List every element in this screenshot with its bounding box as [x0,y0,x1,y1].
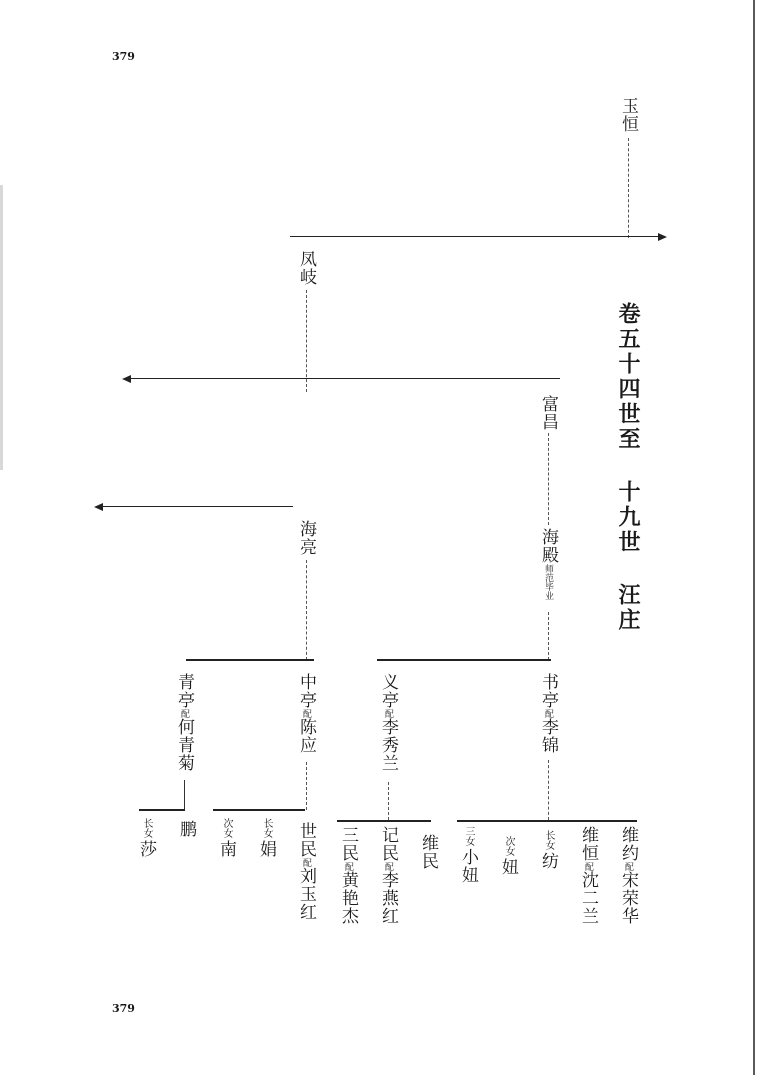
person-zhongting-spouse: 陈应 [296,718,316,754]
person-hailiang: 海亮 [296,520,316,556]
page-number-top: 379 [112,50,135,63]
rank-eldest-daughter: 长女 [141,818,152,838]
person-qingting-name: 青亭 [174,673,194,709]
generation-line-5b [213,809,305,811]
person-shimin-name: 世民 [296,822,316,858]
lineage-dash-fengqi [306,290,307,392]
person-fengqi: 凤岐 [296,250,316,286]
person-yiting [379,673,396,772]
person-yuheng: 玉恒 [618,97,638,133]
person-yiting-spouse: 李秀兰 [378,718,398,772]
generation-line-5a [139,809,185,811]
person-shuting-name: 书亭 [538,673,558,709]
lineage-dash-zhongting [306,762,307,810]
page-title: 卷五十四世至 十九世 汪庄 [615,302,640,633]
person-haidian-note: 师范毕业 [543,564,553,600]
lineage-dash-shuting [548,760,549,820]
rank-second-daughter: 次女 [503,836,514,856]
person-jimin [379,826,396,925]
person-qingting [175,673,192,772]
person-sanmin [339,826,356,925]
person-shimin-spouse: 刘玉红 [296,867,316,921]
lineage-dash-yuheng [628,138,629,238]
person-zhongting [297,673,314,754]
person-peng: 鹏 [176,820,196,838]
person-sanmin-spouse: 黄艳杰 [338,871,358,925]
person-juan: 娟 [256,840,276,858]
person-xiaoniu: 小妞 [458,848,478,884]
person-weiheng-name: 维恒 [578,826,598,862]
arrow-left-2 [122,375,131,383]
person-fang: 纺 [538,852,558,870]
page-frame-left [0,185,3,470]
person-weiheng-spouse: 沈二兰 [578,871,598,925]
person-shuting-spouse: 李锦 [538,718,558,754]
person-jimin-name: 记民 [378,826,398,862]
person-weiyue-name: 维约 [618,826,638,862]
person-weiheng [579,826,596,925]
person-jimin-spouse: 李燕红 [378,871,398,925]
lineage-dash-qingting [184,780,185,810]
generation-line-5c [337,820,431,822]
generation-line-1 [290,236,658,237]
arrow-left-3 [94,503,103,511]
person-sha: 莎 [136,840,156,858]
person-qingting-spouse: 何青菊 [174,718,194,772]
person-weiyue [619,826,636,925]
person-shimin [297,822,314,921]
page-frame-right [753,0,755,1075]
generation-line-4b [377,659,551,661]
spouse-prefix: 配 [301,709,311,718]
spouse-prefix: 配 [343,862,353,871]
generation-line-2 [130,378,560,379]
lineage-dash-hailiang [306,560,307,660]
person-fuchang: 富昌 [538,395,558,431]
person-yiting-name: 义亭 [378,673,398,709]
person-zhongting-name: 中亭 [296,673,316,709]
person-nan: 南 [216,840,236,858]
person-weimin: 维民 [418,834,438,870]
person-niu: 妞 [498,858,518,876]
person-sanmin-name: 三民 [338,826,358,862]
rank-third-daughter: 三女 [463,826,474,846]
spouse-prefix: 配 [543,709,553,718]
rank-eldest-daughter: 长女 [543,830,554,850]
spouse-prefix: 配 [383,709,393,718]
lineage-dash-yiting [388,782,389,820]
lineage-dash-fuchang [548,433,549,525]
spouse-prefix: 配 [301,858,311,867]
arrow-right-1 [658,233,667,241]
person-weiyue-spouse: 宋荣华 [618,871,638,925]
person-haidian-name: 海殿 [538,528,558,564]
spouse-prefix: 配 [383,862,393,871]
generation-line-4a [186,659,314,661]
generation-line-5d [457,820,637,822]
lineage-dash-haidian [548,612,549,660]
person-shuting [539,673,556,754]
rank-eldest-daughter: 长女 [261,818,272,838]
spouse-prefix: 配 [623,862,633,871]
spouse-prefix: 配 [179,709,189,718]
generation-line-3 [103,506,293,507]
spouse-prefix: 配 [583,862,593,871]
page-number-bottom: 379 [112,1002,135,1015]
rank-second-daughter: 次女 [221,818,232,838]
person-haidian [539,528,556,600]
